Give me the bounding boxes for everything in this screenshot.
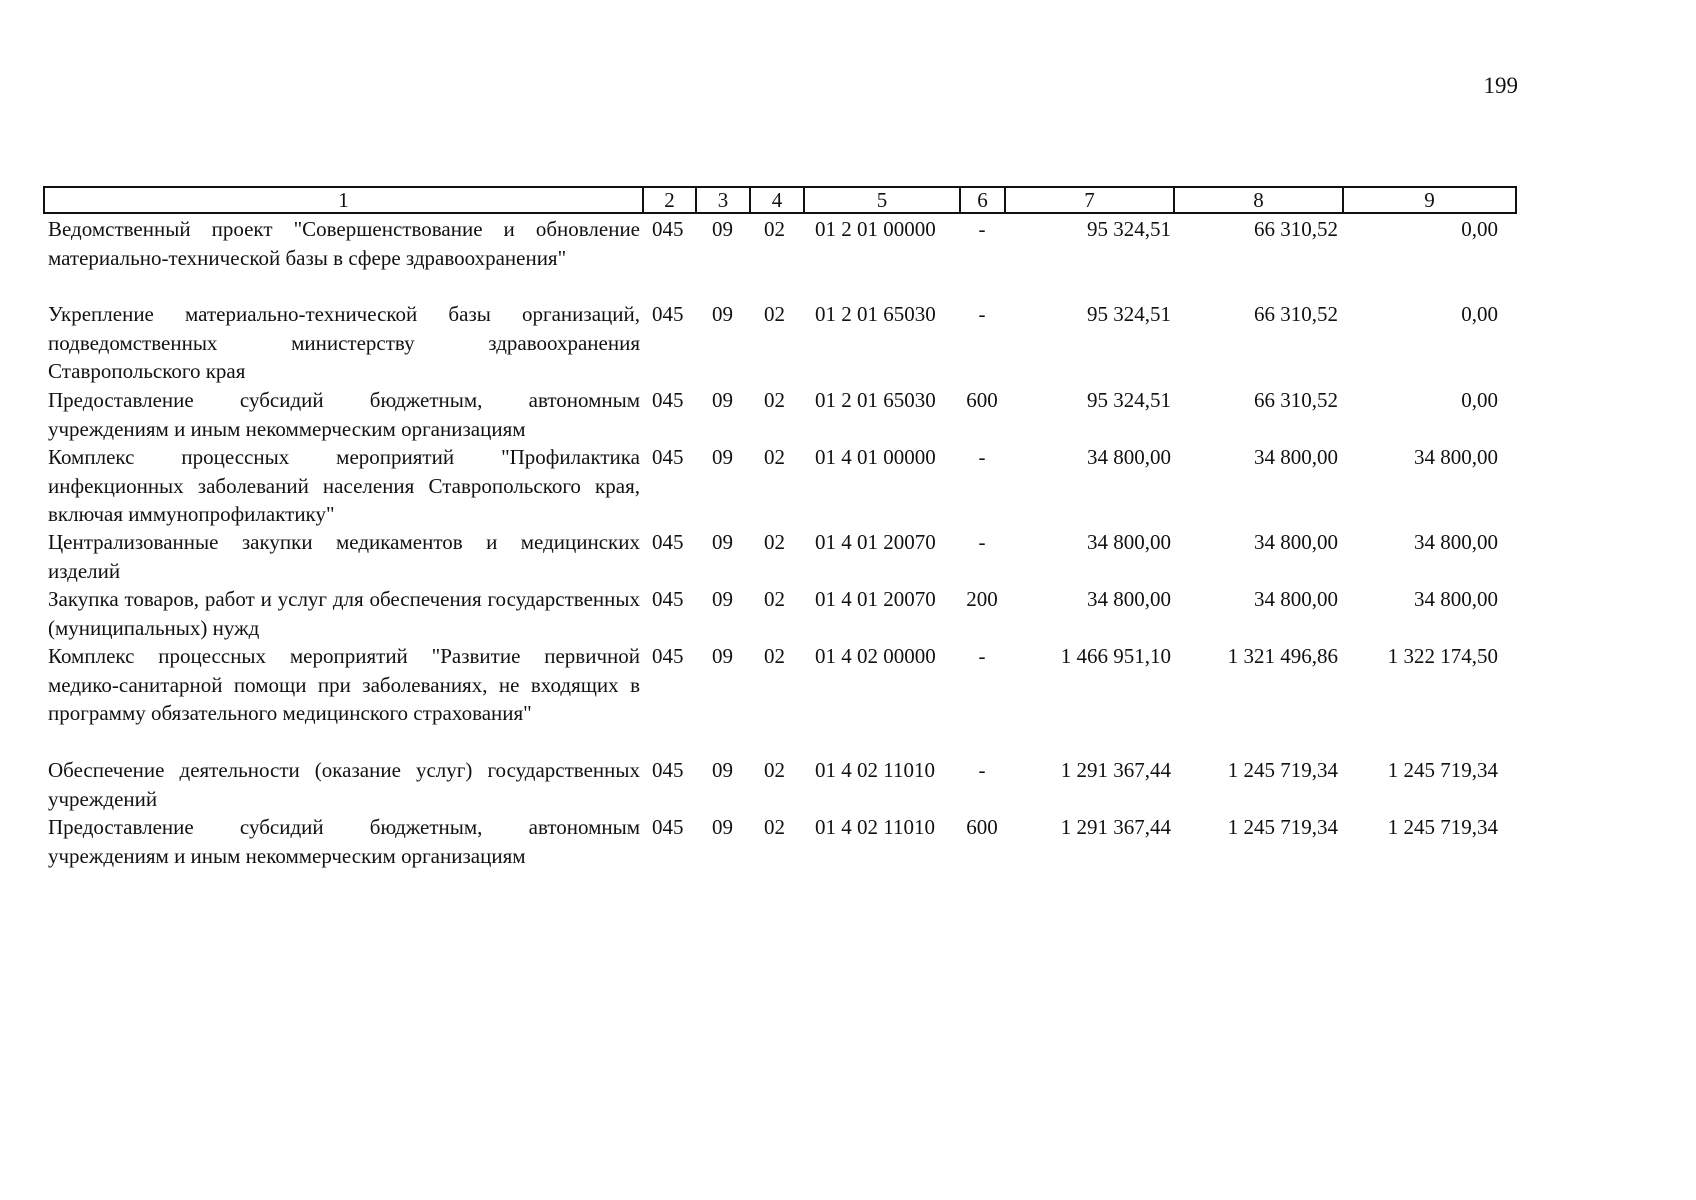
row-code-2: 045 — [652, 758, 684, 782]
row-amount-7: 95 324,51 — [1087, 302, 1171, 326]
row-code-5: 01 2 01 65030 — [815, 388, 936, 412]
row-amount-9: 1 245 719,34 — [1387, 815, 1498, 839]
row-code-6: - — [978, 217, 986, 241]
row-code-4: 02 — [764, 217, 785, 241]
row-description: Укрепление материально-технической базы организаций, подведомственных министерству здравоохранения Ставропольского края — [48, 302, 640, 383]
row-code-6: - — [978, 302, 986, 326]
row-code-2: 045 — [652, 644, 684, 668]
row-amount-7: 1 291 367,44 — [1060, 758, 1171, 782]
row-code-6: - — [978, 445, 986, 469]
row-amount-7: 95 324,51 — [1087, 217, 1171, 241]
row-amount-8: 1 245 719,34 — [1227, 758, 1338, 782]
row-code-4: 02 — [764, 758, 785, 782]
row-code-3: 09 — [712, 815, 733, 839]
page-number: 199 — [1483, 73, 1518, 98]
row-amount-7: 34 800,00 — [1087, 445, 1171, 469]
row-code-2: 045 — [652, 587, 684, 611]
row-code-5: 01 2 01 65030 — [815, 302, 936, 326]
row-code-5: 01 4 01 20070 — [815, 587, 936, 611]
table-header — [43, 186, 1517, 214]
row-description: Централизованные закупки медикаментов и медицинских изделий — [48, 530, 640, 583]
row-amount-8: 34 800,00 — [1254, 530, 1338, 554]
row-code-5: 01 4 01 00000 — [815, 445, 936, 469]
row-amount-9: 34 800,00 — [1414, 587, 1498, 611]
row-amount-9: 34 800,00 — [1414, 445, 1498, 469]
row-amount-7: 1 291 367,44 — [1060, 815, 1171, 839]
row-code-3: 09 — [712, 217, 733, 241]
row-amount-8: 1 245 719,34 — [1227, 815, 1338, 839]
row-description: Обеспечение деятельности (оказание услуг) государственных учреждений — [48, 758, 640, 811]
row-code-2: 045 — [652, 445, 684, 469]
row-code-5: 01 4 02 00000 — [815, 644, 936, 668]
row-code-2: 045 — [652, 530, 684, 554]
header-cell-7: 7 — [1006, 188, 1175, 212]
row-description: Комплекс процессных мероприятий "Профилактика инфекционных заболеваний населения Ставропольского края, включая иммунопрофилактику" — [48, 445, 640, 526]
row-code-4: 02 — [764, 644, 785, 668]
header-cell-4: 4 — [751, 188, 805, 212]
row-code-4: 02 — [764, 530, 785, 554]
row-code-3: 09 — [712, 530, 733, 554]
row-amount-9: 1 322 174,50 — [1387, 644, 1498, 668]
row-amount-7: 34 800,00 — [1087, 530, 1171, 554]
row-code-4: 02 — [764, 445, 785, 469]
row-code-5: 01 4 01 20070 — [815, 530, 936, 554]
row-amount-9: 34 800,00 — [1414, 530, 1498, 554]
row-code-5: 01 4 02 11010 — [815, 815, 935, 839]
row-code-6: - — [978, 758, 986, 782]
row-amount-8: 34 800,00 — [1254, 587, 1338, 611]
row-code-3: 09 — [712, 388, 733, 412]
row-description: Предоставление субсидий бюджетным, автономным учреждениям и иным некоммерческим организациям — [48, 388, 640, 441]
row-amount-9: 1 245 719,34 — [1387, 758, 1498, 782]
row-code-4: 02 — [764, 587, 785, 611]
header-cell-1: 1 — [45, 188, 644, 212]
header-cell-6: 6 — [961, 188, 1006, 212]
row-amount-7: 34 800,00 — [1087, 587, 1171, 611]
row-amount-8: 66 310,52 — [1254, 388, 1338, 412]
row-amount-9: 0,00 — [1461, 302, 1498, 326]
row-description: Предоставление субсидий бюджетным, автономным учреждениям и иным некоммерческим организациям — [48, 815, 640, 868]
row-amount-8: 34 800,00 — [1254, 445, 1338, 469]
row-code-2: 045 — [652, 217, 684, 241]
row-description: Ведомственный проект "Совершенствование и обновление материально-технической базы в сфере здравоохранения" — [48, 217, 640, 270]
row-code-2: 045 — [652, 388, 684, 412]
header-cell-3: 3 — [697, 188, 751, 212]
row-code-4: 02 — [764, 815, 785, 839]
row-code-2: 045 — [652, 815, 684, 839]
row-code-3: 09 — [712, 445, 733, 469]
row-description: Закупка товаров, работ и услуг для обеспечения государственных (муниципальных) нужд — [48, 587, 640, 640]
row-code-3: 09 — [712, 587, 733, 611]
header-cell-5: 5 — [805, 188, 961, 212]
row-code-6: 600 — [966, 815, 998, 839]
row-code-3: 09 — [712, 758, 733, 782]
header-cell-9: 9 — [1424, 188, 1435, 212]
row-code-5: 01 2 01 00000 — [815, 217, 936, 241]
row-amount-8: 1 321 496,86 — [1227, 644, 1338, 668]
row-amount-8: 66 310,52 — [1254, 302, 1338, 326]
row-code-2: 045 — [652, 302, 684, 326]
row-code-3: 09 — [712, 302, 733, 326]
row-code-5: 01 4 02 11010 — [815, 758, 935, 782]
row-amount-7: 95 324,51 — [1087, 388, 1171, 412]
row-amount-7: 1 466 951,10 — [1060, 644, 1171, 668]
row-description: Комплекс процессных мероприятий "Развитие первичной медико-санитарной помощи при заболеваниях, не входящих в программу обязательного медицинского страхования" — [48, 644, 640, 725]
row-code-6: 200 — [966, 587, 998, 611]
row-amount-9: 0,00 — [1461, 388, 1498, 412]
row-code-4: 02 — [764, 302, 785, 326]
row-code-6: - — [978, 644, 986, 668]
row-code-6: - — [978, 530, 986, 554]
row-amount-8: 66 310,52 — [1254, 217, 1338, 241]
row-code-4: 02 — [764, 388, 785, 412]
row-amount-9: 0,00 — [1461, 217, 1498, 241]
row-code-6: 600 — [966, 388, 998, 412]
header-cell-8: 8 — [1175, 188, 1344, 212]
row-code-3: 09 — [712, 644, 733, 668]
header-cell-2: 2 — [644, 188, 697, 212]
